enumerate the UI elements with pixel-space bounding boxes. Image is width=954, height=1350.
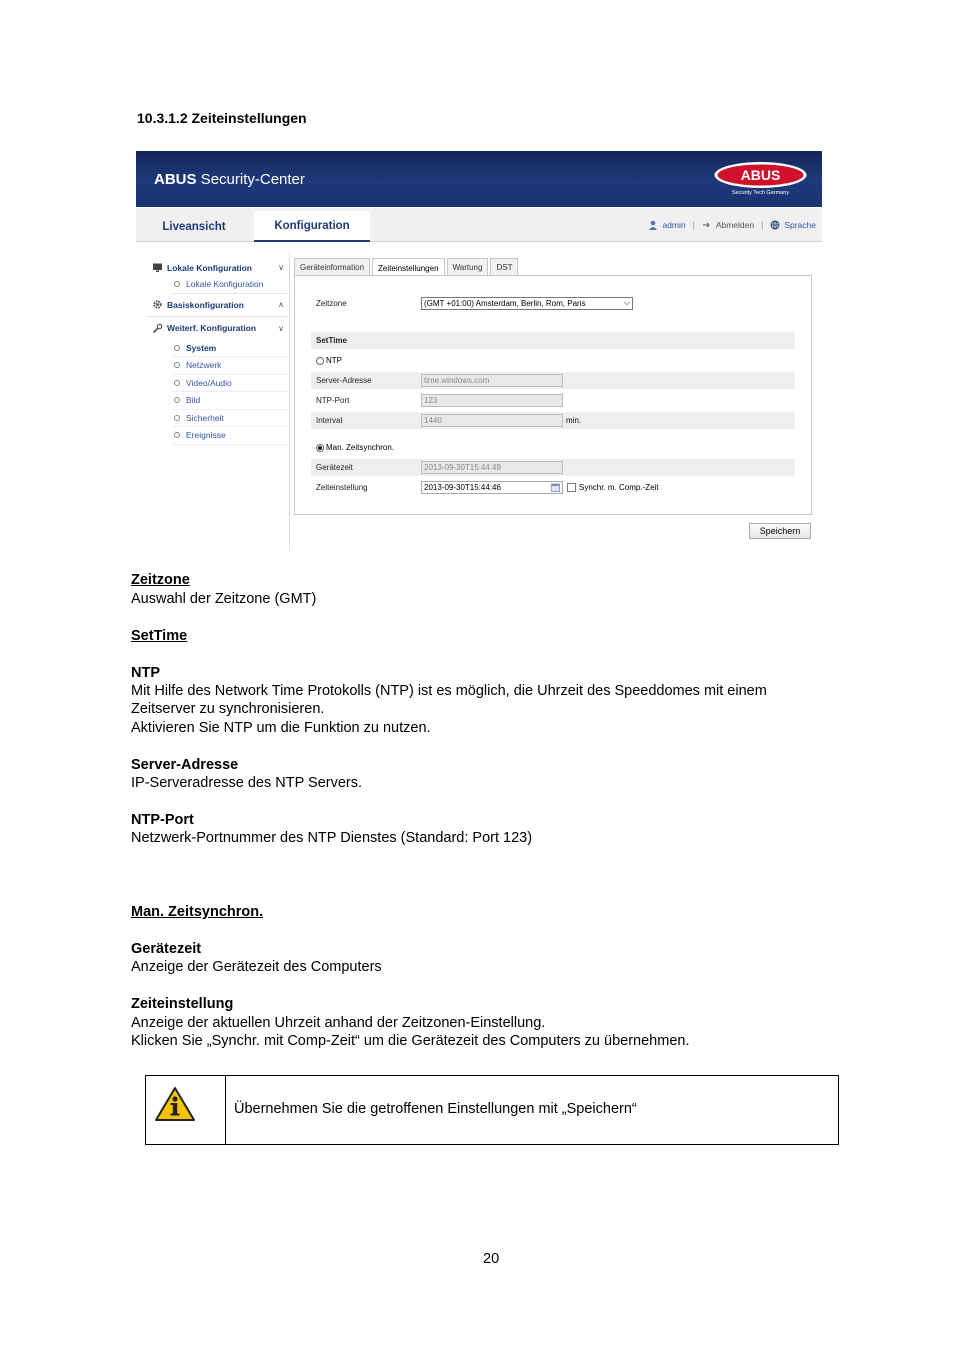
gear-icon <box>152 299 163 310</box>
chevron-down-icon: ∨ <box>278 323 284 333</box>
timezone-value: (GMT +01:00) Amsterdam, Berlin, Rom, Paris <box>424 299 586 308</box>
sidebar-item-sicherheit[interactable] <box>172 410 290 428</box>
header-bar <box>136 151 822 207</box>
ntp-label: NTP <box>326 356 342 365</box>
text-server-adresse: IP-Serveradresse des NTP Servers. <box>131 775 363 791</box>
tab-dst[interactable]: DST <box>490 258 518 276</box>
text-geraetezeit: Anzeige der Gerätezeit des Computers <box>131 959 382 975</box>
server-address-input[interactable]: time.windows.com <box>421 374 563 387</box>
heading-zeiteinstellung: Zeiteinstellung <box>131 996 234 1012</box>
ntp-port-input[interactable]: 123 <box>421 394 563 407</box>
radio-selected-icon <box>316 444 324 452</box>
sidebar-item-label: Netzwerk <box>186 360 222 371</box>
set-time-row <box>311 479 795 496</box>
settime-header-label: SetTime <box>316 336 347 345</box>
section-title: 10.3.1.2 Zeiteinstellungen <box>137 110 307 126</box>
note-box <box>145 1075 839 1145</box>
time-settings-panel <box>294 275 812 515</box>
navigation-bar <box>136 208 822 242</box>
separator: | <box>692 220 695 230</box>
interval-unit: min. <box>566 416 582 425</box>
timezone-label: Zeitzone <box>316 299 347 308</box>
ntp-radio[interactable] <box>311 356 342 365</box>
server-address-label: Server-Adresse <box>316 376 372 385</box>
ntp-port-label: NTP-Port <box>316 396 350 405</box>
bullet-icon <box>174 397 180 403</box>
tab-geraeteinformation[interactable]: Geräteinformation <box>294 258 370 276</box>
bullet-icon <box>174 415 180 421</box>
sidebar-item-bild[interactable] <box>172 392 290 410</box>
manual-sync-radio[interactable] <box>311 443 394 452</box>
sidebar-item-label: System <box>186 342 217 353</box>
sidebar-group-advanced[interactable] <box>148 317 290 340</box>
sidebar <box>148 259 290 445</box>
brand-title: ABUS Security-Center <box>154 171 305 188</box>
separator: | <box>761 220 764 230</box>
interval-label: Interval <box>316 416 343 425</box>
heading-ntp-port: NTP-Port <box>131 812 194 828</box>
heading-geraetezeit: Gerätezeit <box>131 941 202 957</box>
interval-row <box>311 412 795 429</box>
sidebar-item-label: Video/Audio <box>186 377 232 388</box>
sidebar-item-ereignisse[interactable] <box>172 427 290 445</box>
note-divider <box>225 1076 226 1144</box>
bullet-icon <box>174 432 180 438</box>
text-zeiteinstellung-2: Klicken Sie „Synchr. mit Comp-Zeit“ um die Gerätezeit des Computers zu übernehmen. <box>131 1033 690 1049</box>
chevron-down-icon: ⌵ <box>623 298 630 307</box>
username-link[interactable]: admin <box>662 220 686 230</box>
language-link[interactable]: Sprache <box>784 220 816 230</box>
manual-sync-label: Man. Zeitsynchron. <box>326 443 395 452</box>
set-time-value: 2013-09-30T15:44:46 <box>424 483 501 492</box>
sidebar-group-label: Lokale Konfiguration <box>167 262 252 273</box>
heading-man-zeitsynchron: Man. Zeitsynchron. <box>131 904 264 920</box>
set-time-label: Zeiteinstellung <box>316 483 368 492</box>
sidebar-group-local[interactable] <box>148 259 290 276</box>
tab-wartung[interactable]: Wartung <box>447 258 489 276</box>
sidebar-group-basic[interactable] <box>148 294 290 317</box>
web-interface-screenshot <box>136 151 822 553</box>
monitor-icon <box>152 262 163 273</box>
device-time-label: Gerätezeit <box>316 463 353 472</box>
text-zeiteinstellung-1: Anzeige der aktuellen Uhrzeit anhand der Zeitzonen-Einstellung. <box>131 1015 546 1031</box>
timezone-select[interactable] <box>421 297 633 310</box>
settime-header <box>311 332 795 349</box>
sidebar-item-label: Bild <box>186 395 201 406</box>
text-zeitzone: Auswahl der Zeitzone (GMT) <box>131 591 317 607</box>
ntp-radio-row <box>311 352 795 369</box>
user-bar <box>648 220 816 230</box>
page-number: 20 <box>483 1251 500 1267</box>
chevron-up-icon: ∧ <box>278 300 284 309</box>
radio-icon <box>316 357 324 365</box>
wrench-icon <box>152 323 163 334</box>
bullet-icon <box>174 281 180 287</box>
sidebar-item-local-config[interactable] <box>172 276 290 294</box>
device-time-input[interactable]: 2013-09-30T15:44:49 <box>421 461 563 474</box>
heading-ntp: NTP <box>131 665 160 681</box>
sidebar-item-label: Sicherheit <box>186 412 224 423</box>
globe-icon <box>770 220 780 230</box>
abus-logo-icon <box>713 160 808 196</box>
chevron-down-icon: ∨ <box>278 263 284 272</box>
interval-input[interactable]: 1440 <box>421 414 563 427</box>
config-tabs <box>294 258 520 276</box>
sidebar-item-label: Lokale Konfiguration <box>186 279 264 290</box>
server-address-row <box>311 372 795 389</box>
tab-zeiteinstellungen[interactable]: Zeiteinstellungen <box>372 258 444 277</box>
sidebar-item-netzwerk[interactable] <box>172 357 290 375</box>
svg-text:ABUS: ABUS <box>740 167 781 183</box>
logout-icon <box>702 220 712 230</box>
sidebar-item-system[interactable] <box>172 340 290 358</box>
tab-konfiguration[interactable]: Konfiguration <box>254 211 370 242</box>
text-ntp-3: Aktivieren Sie NTP um die Funktion zu nutzen. <box>131 720 431 736</box>
tab-liveansicht[interactable]: Liveansicht <box>162 220 226 233</box>
text-ntp-2: Zeitserver zu synchronisieren. <box>131 701 325 717</box>
note-text: Übernehmen Sie die getroffenen Einstellungen mit „Speichern“ <box>234 1101 637 1117</box>
timezone-row <box>311 295 795 312</box>
save-button[interactable]: Speichern <box>749 523 811 539</box>
sync-computer-time-label: Synchr. m. Comp.-Zeit <box>579 483 659 492</box>
heading-settime: SetTime <box>131 628 188 644</box>
heading-zeitzone: Zeitzone <box>131 572 190 588</box>
ntp-port-row <box>311 392 795 409</box>
sidebar-group-label: Basiskonfiguration <box>167 299 244 310</box>
bullet-icon <box>174 345 180 351</box>
bullet-icon <box>174 362 180 368</box>
logout-link[interactable]: Abmelden <box>715 220 755 230</box>
calendar-icon[interactable] <box>551 483 560 492</box>
info-warning-icon <box>154 1086 196 1122</box>
sidebar-item-label: Ereignisse <box>186 430 226 441</box>
manual-radio-row <box>311 439 795 456</box>
svg-text:Security Tech Germany: Security Tech Germany <box>731 190 790 196</box>
sidebar-item-video-audio[interactable] <box>172 375 290 393</box>
device-time-row <box>311 459 795 476</box>
sync-computer-time-checkbox[interactable] <box>567 483 576 492</box>
sidebar-group-label: Weiterf. Konfiguration <box>167 323 257 333</box>
text-ntp-1: Mit Hilfe des Network Time Protokolls (NTP) ist es möglich, die Uhrzeit des Speeddomes mit einem <box>131 683 767 699</box>
user-icon <box>648 220 658 230</box>
set-time-input[interactable] <box>421 481 563 494</box>
text-ntp-port: Netzwerk-Portnummer des NTP Dienstes (Standard: Port 123) <box>131 830 533 846</box>
bullet-icon <box>174 380 180 386</box>
heading-server-adresse: Server-Adresse <box>131 757 239 773</box>
